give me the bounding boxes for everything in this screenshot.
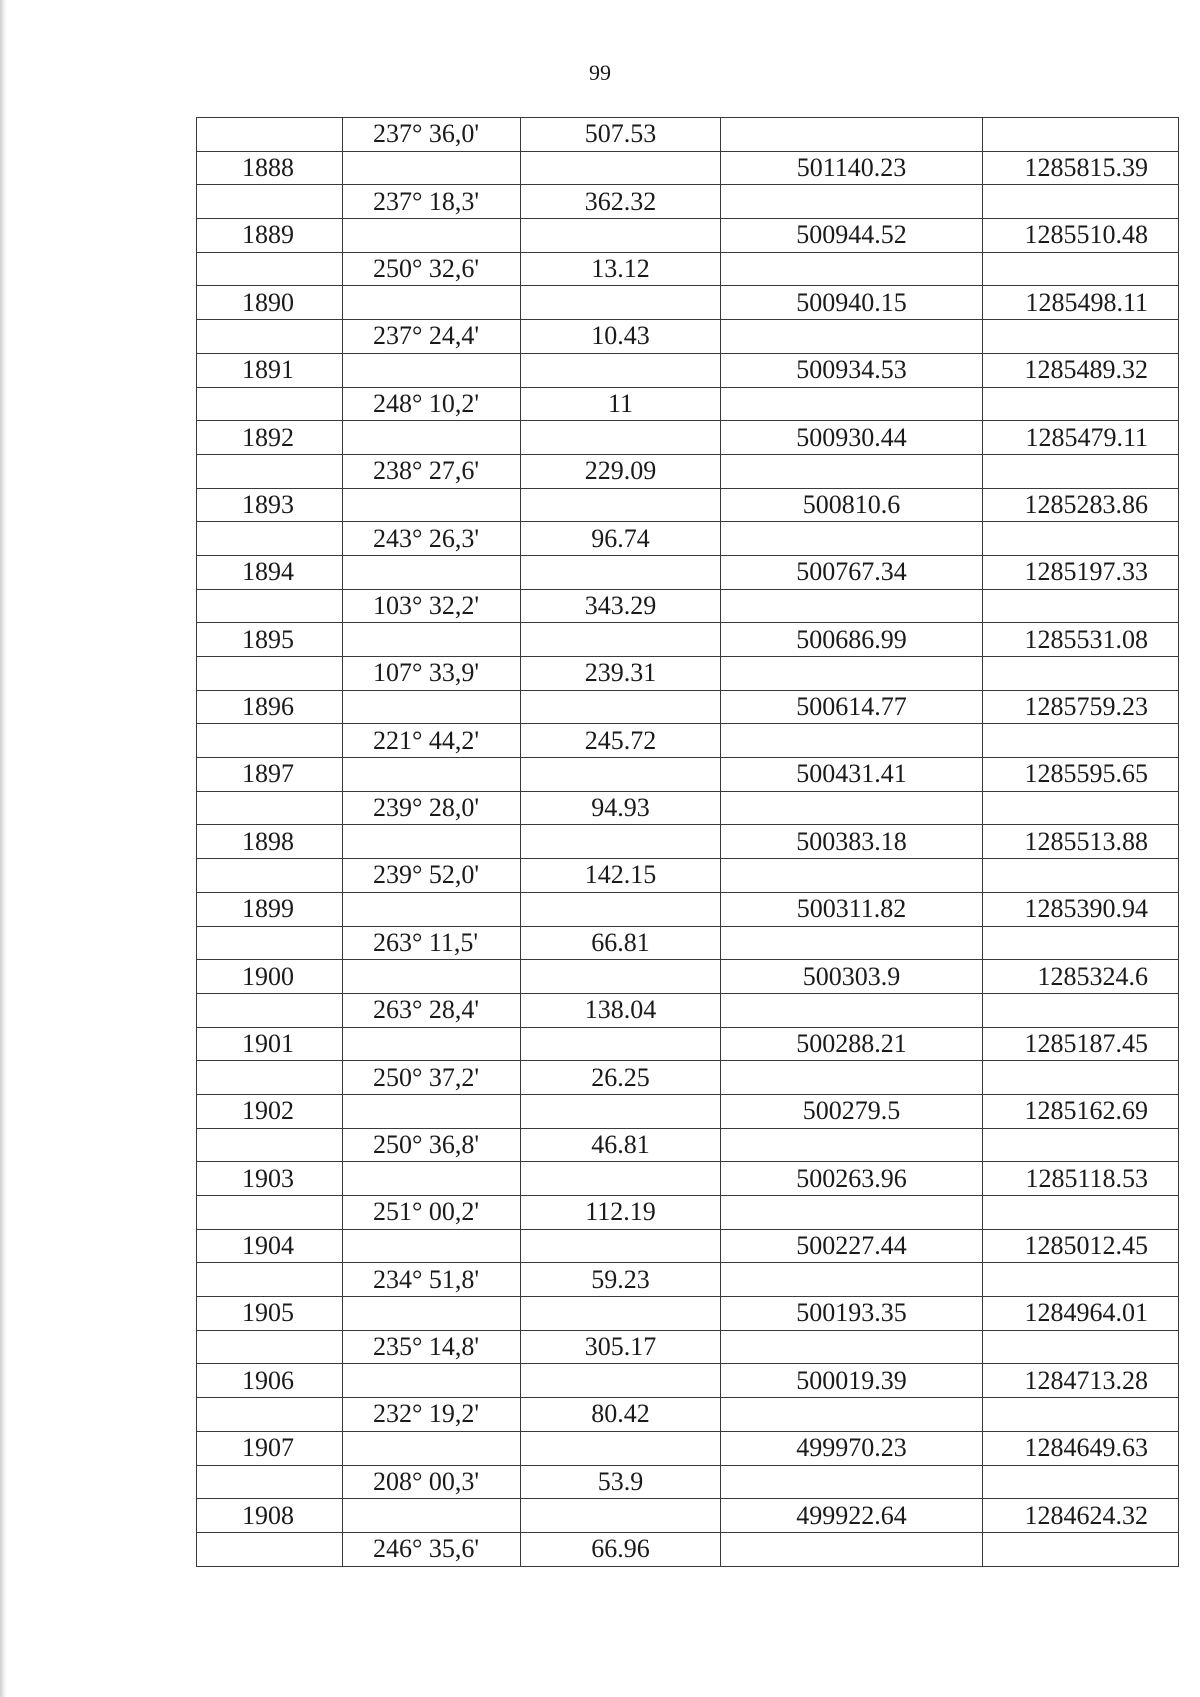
- table-row: [197, 859, 1179, 893]
- point-cell: 1895: [197, 623, 343, 657]
- x-coordinate-cell: 500944.52: [721, 219, 983, 253]
- y-coordinate-cell: [983, 454, 1179, 488]
- x-coordinate-cell: [721, 387, 983, 421]
- y-coordinate-cell: [983, 185, 1179, 219]
- angle-cell: [343, 825, 521, 859]
- distance-cell: 362.32: [521, 185, 721, 219]
- coordinates-table: [196, 117, 1179, 1567]
- point-cell: 1893: [197, 488, 343, 522]
- y-coordinate-cell: [983, 791, 1179, 825]
- angle-cell: [343, 555, 521, 589]
- point-cell: 1905: [197, 1297, 343, 1331]
- distance-cell: 343.29: [521, 589, 721, 623]
- table-row: [197, 1499, 1179, 1533]
- point-cell: 1890: [197, 286, 343, 320]
- y-coordinate-cell: 1285197.33: [983, 555, 1179, 589]
- distance-cell: 507.53: [521, 118, 721, 152]
- distance-cell: 80.42: [521, 1398, 721, 1432]
- y-coordinate-cell: 1284624.32: [983, 1499, 1179, 1533]
- x-coordinate-cell: 499922.64: [721, 1499, 983, 1533]
- point-cell: [197, 1196, 343, 1230]
- angle-cell: 232° 19,2': [343, 1398, 521, 1432]
- y-coordinate-cell: 1285531.08: [983, 623, 1179, 657]
- angle-cell: [343, 1162, 521, 1196]
- table-row: [197, 657, 1179, 691]
- angle-cell: 237° 18,3': [343, 185, 521, 219]
- angle-cell: [343, 488, 521, 522]
- distance-cell: [521, 151, 721, 185]
- table-row: [197, 1330, 1179, 1364]
- angle-cell: [343, 353, 521, 387]
- point-cell: [197, 791, 343, 825]
- x-coordinate-cell: [721, 320, 983, 354]
- y-coordinate-cell: 1284964.01: [983, 1297, 1179, 1331]
- distance-cell: 26.25: [521, 1061, 721, 1095]
- point-cell: [197, 1330, 343, 1364]
- table-row: [197, 219, 1179, 253]
- y-coordinate-cell: 1285595.65: [983, 758, 1179, 792]
- distance-cell: [521, 488, 721, 522]
- distance-cell: 66.81: [521, 926, 721, 960]
- x-coordinate-cell: [721, 589, 983, 623]
- point-cell: 1906: [197, 1364, 343, 1398]
- table-row: [197, 1196, 1179, 1230]
- table-row: [197, 1465, 1179, 1499]
- y-coordinate-cell: [983, 724, 1179, 758]
- angle-cell: 103° 32,2': [343, 589, 521, 623]
- distance-cell: 13.12: [521, 252, 721, 286]
- point-cell: 1900: [197, 960, 343, 994]
- y-coordinate-cell: 1285390.94: [983, 892, 1179, 926]
- x-coordinate-cell: [721, 657, 983, 691]
- angle-cell: [343, 892, 521, 926]
- x-coordinate-cell: 500940.15: [721, 286, 983, 320]
- table-row: [197, 1297, 1179, 1331]
- point-cell: 1891: [197, 353, 343, 387]
- table-row: [197, 353, 1179, 387]
- y-coordinate-cell: 1285162.69: [983, 1094, 1179, 1128]
- y-coordinate-cell: 1285012.45: [983, 1229, 1179, 1263]
- y-coordinate-cell: 1285815.39: [983, 151, 1179, 185]
- distance-cell: 53.9: [521, 1465, 721, 1499]
- table-row: [197, 1229, 1179, 1263]
- x-coordinate-cell: [721, 791, 983, 825]
- point-cell: 1901: [197, 1027, 343, 1061]
- distance-cell: 142.15: [521, 859, 721, 893]
- angle-cell: 243° 26,3': [343, 522, 521, 556]
- x-coordinate-cell: [721, 522, 983, 556]
- angle-cell: [343, 960, 521, 994]
- angle-cell: [343, 1297, 521, 1331]
- distance-cell: [521, 690, 721, 724]
- angle-cell: 248° 10,2': [343, 387, 521, 421]
- y-coordinate-cell: 1285187.45: [983, 1027, 1179, 1061]
- x-coordinate-cell: 500019.39: [721, 1364, 983, 1398]
- x-coordinate-cell: 500431.41: [721, 758, 983, 792]
- table-row: [197, 1263, 1179, 1297]
- distance-cell: [521, 555, 721, 589]
- x-coordinate-cell: [721, 454, 983, 488]
- x-coordinate-cell: [721, 252, 983, 286]
- angle-cell: 238° 27,6': [343, 454, 521, 488]
- x-coordinate-cell: 500767.34: [721, 555, 983, 589]
- table-row: [197, 791, 1179, 825]
- distance-cell: 59.23: [521, 1263, 721, 1297]
- distance-cell: [521, 960, 721, 994]
- point-cell: [197, 1532, 343, 1566]
- table-row: [197, 589, 1179, 623]
- angle-cell: 251° 00,2': [343, 1196, 521, 1230]
- table-row: [197, 555, 1179, 589]
- x-coordinate-cell: [721, 1196, 983, 1230]
- y-coordinate-cell: [983, 252, 1179, 286]
- x-coordinate-cell: [721, 1128, 983, 1162]
- y-coordinate-cell: [983, 1061, 1179, 1095]
- point-cell: [197, 993, 343, 1027]
- x-coordinate-cell: 500311.82: [721, 892, 983, 926]
- table-row: [197, 421, 1179, 455]
- distance-cell: 229.09: [521, 454, 721, 488]
- x-coordinate-cell: [721, 1532, 983, 1566]
- y-coordinate-cell: 1285118.53: [983, 1162, 1179, 1196]
- y-coordinate-cell: [983, 589, 1179, 623]
- y-coordinate-cell: [983, 1263, 1179, 1297]
- x-coordinate-cell: 500193.35: [721, 1297, 983, 1331]
- y-coordinate-cell: 1285489.32: [983, 353, 1179, 387]
- point-cell: [197, 1465, 343, 1499]
- table-row: [197, 1398, 1179, 1432]
- angle-cell: 235° 14,8': [343, 1330, 521, 1364]
- x-coordinate-cell: [721, 724, 983, 758]
- point-cell: [197, 118, 343, 152]
- distance-cell: [521, 758, 721, 792]
- table-row: [197, 1532, 1179, 1566]
- point-cell: [197, 252, 343, 286]
- x-coordinate-cell: 500930.44: [721, 421, 983, 455]
- angle-cell: 221° 44,2': [343, 724, 521, 758]
- angle-cell: [343, 421, 521, 455]
- y-coordinate-cell: [983, 118, 1179, 152]
- point-cell: [197, 1128, 343, 1162]
- angle-cell: 239° 52,0': [343, 859, 521, 893]
- y-coordinate-cell: [983, 1398, 1179, 1432]
- table-row: [197, 320, 1179, 354]
- table-row: [197, 623, 1179, 657]
- x-coordinate-cell: [721, 185, 983, 219]
- x-coordinate-cell: [721, 859, 983, 893]
- distance-cell: [521, 623, 721, 657]
- angle-cell: [343, 1027, 521, 1061]
- point-cell: 1894: [197, 555, 343, 589]
- x-coordinate-cell: [721, 926, 983, 960]
- distance-cell: 96.74: [521, 522, 721, 556]
- table-row: [197, 690, 1179, 724]
- point-cell: [197, 1398, 343, 1432]
- point-cell: 1907: [197, 1431, 343, 1465]
- table-row: [197, 926, 1179, 960]
- table-row: [197, 1364, 1179, 1398]
- table-row: [197, 118, 1179, 152]
- point-cell: [197, 589, 343, 623]
- table-row: [197, 825, 1179, 859]
- angle-cell: [343, 1499, 521, 1533]
- distance-cell: 66.96: [521, 1532, 721, 1566]
- table-body: [197, 118, 1179, 1567]
- point-cell: 1896: [197, 690, 343, 724]
- distance-cell: 138.04: [521, 993, 721, 1027]
- point-cell: 1903: [197, 1162, 343, 1196]
- point-cell: 1888: [197, 151, 343, 185]
- x-coordinate-cell: 499970.23: [721, 1431, 983, 1465]
- distance-cell: [521, 353, 721, 387]
- x-coordinate-cell: [721, 1465, 983, 1499]
- angle-cell: 250° 32,6': [343, 252, 521, 286]
- distance-cell: [521, 1364, 721, 1398]
- distance-cell: 46.81: [521, 1128, 721, 1162]
- angle-cell: [343, 1364, 521, 1398]
- angle-cell: [343, 219, 521, 253]
- y-coordinate-cell: 1284649.63: [983, 1431, 1179, 1465]
- y-coordinate-cell: 1285759.23: [983, 690, 1179, 724]
- angle-cell: [343, 151, 521, 185]
- x-coordinate-cell: [721, 993, 983, 1027]
- angle-cell: [343, 758, 521, 792]
- point-cell: [197, 522, 343, 556]
- y-coordinate-cell: [983, 1196, 1179, 1230]
- distance-cell: 112.19: [521, 1196, 721, 1230]
- table-row: [197, 522, 1179, 556]
- point-cell: 1899: [197, 892, 343, 926]
- x-coordinate-cell: 500263.96: [721, 1162, 983, 1196]
- distance-cell: [521, 1229, 721, 1263]
- x-coordinate-cell: 500279.5: [721, 1094, 983, 1128]
- angle-cell: [343, 1229, 521, 1263]
- y-coordinate-cell: [983, 1465, 1179, 1499]
- y-coordinate-cell: 1285283.86: [983, 488, 1179, 522]
- angle-cell: 237° 24,4': [343, 320, 521, 354]
- angle-cell: 237° 36,0': [343, 118, 521, 152]
- y-coordinate-cell: [983, 993, 1179, 1027]
- table-row: [197, 993, 1179, 1027]
- y-coordinate-cell: [983, 387, 1179, 421]
- distance-cell: 11: [521, 387, 721, 421]
- point-cell: 1898: [197, 825, 343, 859]
- table-row: [197, 286, 1179, 320]
- distance-cell: [521, 219, 721, 253]
- angle-cell: 234° 51,8': [343, 1263, 521, 1297]
- y-coordinate-cell: 1285479.11: [983, 421, 1179, 455]
- point-cell: 1889: [197, 219, 343, 253]
- point-cell: [197, 724, 343, 758]
- table-row: [197, 488, 1179, 522]
- scan-edge-shadow: [0, 0, 7, 1697]
- x-coordinate-cell: [721, 1330, 983, 1364]
- y-coordinate-cell: [983, 1330, 1179, 1364]
- distance-cell: [521, 1162, 721, 1196]
- point-cell: [197, 1061, 343, 1095]
- distance-cell: 239.31: [521, 657, 721, 691]
- y-coordinate-cell: 1285324.6: [983, 960, 1179, 994]
- y-coordinate-cell: [983, 1128, 1179, 1162]
- table-row: [197, 758, 1179, 792]
- distance-cell: 305.17: [521, 1330, 721, 1364]
- angle-cell: 250° 37,2': [343, 1061, 521, 1095]
- y-coordinate-cell: [983, 657, 1179, 691]
- angle-cell: [343, 1431, 521, 1465]
- table-row: [197, 1162, 1179, 1196]
- angle-cell: 263° 28,4': [343, 993, 521, 1027]
- table-row: [197, 892, 1179, 926]
- point-cell: [197, 1263, 343, 1297]
- x-coordinate-cell: 500227.44: [721, 1229, 983, 1263]
- y-coordinate-cell: 1285498.11: [983, 286, 1179, 320]
- point-cell: 1897: [197, 758, 343, 792]
- table-row: [197, 387, 1179, 421]
- table-row: [197, 185, 1179, 219]
- x-coordinate-cell: [721, 118, 983, 152]
- point-cell: 1892: [197, 421, 343, 455]
- table-row: [197, 724, 1179, 758]
- distance-cell: [521, 1027, 721, 1061]
- point-cell: [197, 320, 343, 354]
- y-coordinate-cell: 1285513.88: [983, 825, 1179, 859]
- x-coordinate-cell: 500303.9: [721, 960, 983, 994]
- x-coordinate-cell: [721, 1061, 983, 1095]
- angle-cell: 239° 28,0': [343, 791, 521, 825]
- point-cell: [197, 185, 343, 219]
- x-coordinate-cell: [721, 1398, 983, 1432]
- point-cell: 1904: [197, 1229, 343, 1263]
- y-coordinate-cell: [983, 926, 1179, 960]
- angle-cell: [343, 1094, 521, 1128]
- x-coordinate-cell: 501140.23: [721, 151, 983, 185]
- point-cell: [197, 859, 343, 893]
- table-row: [197, 960, 1179, 994]
- x-coordinate-cell: 500810.6: [721, 488, 983, 522]
- angle-cell: 246° 35,6': [343, 1532, 521, 1566]
- x-coordinate-cell: 500288.21: [721, 1027, 983, 1061]
- table-row: [197, 1027, 1179, 1061]
- point-cell: 1908: [197, 1499, 343, 1533]
- distance-cell: [521, 1499, 721, 1533]
- y-coordinate-cell: [983, 859, 1179, 893]
- y-coordinate-cell: [983, 320, 1179, 354]
- y-coordinate-cell: 1284713.28: [983, 1364, 1179, 1398]
- x-coordinate-cell: 500686.99: [721, 623, 983, 657]
- point-cell: [197, 926, 343, 960]
- distance-cell: 245.72: [521, 724, 721, 758]
- distance-cell: 10.43: [521, 320, 721, 354]
- y-coordinate-cell: [983, 522, 1179, 556]
- x-coordinate-cell: 500934.53: [721, 353, 983, 387]
- angle-cell: 107° 33,9': [343, 657, 521, 691]
- angle-cell: [343, 690, 521, 724]
- angle-cell: 208° 00,3': [343, 1465, 521, 1499]
- y-coordinate-cell: [983, 1532, 1179, 1566]
- table-row: [197, 252, 1179, 286]
- y-coordinate-cell: 1285510.48: [983, 219, 1179, 253]
- table-row: [197, 151, 1179, 185]
- angle-cell: [343, 623, 521, 657]
- distance-cell: [521, 421, 721, 455]
- point-cell: [197, 387, 343, 421]
- distance-cell: [521, 1297, 721, 1331]
- angle-cell: 250° 36,8': [343, 1128, 521, 1162]
- distance-cell: [521, 1431, 721, 1465]
- distance-cell: [521, 1094, 721, 1128]
- angle-cell: [343, 286, 521, 320]
- table-row: [197, 1431, 1179, 1465]
- distance-cell: [521, 892, 721, 926]
- point-cell: [197, 454, 343, 488]
- distance-cell: [521, 825, 721, 859]
- distance-cell: 94.93: [521, 791, 721, 825]
- table-row: [197, 1094, 1179, 1128]
- page-number: 99: [589, 60, 611, 85]
- x-coordinate-cell: 500614.77: [721, 690, 983, 724]
- x-coordinate-cell: [721, 1263, 983, 1297]
- table-row: [197, 1061, 1179, 1095]
- x-coordinate-cell: 500383.18: [721, 825, 983, 859]
- angle-cell: 263° 11,5': [343, 926, 521, 960]
- point-cell: [197, 657, 343, 691]
- table-row: [197, 454, 1179, 488]
- table-row: [197, 1128, 1179, 1162]
- distance-cell: [521, 286, 721, 320]
- point-cell: 1902: [197, 1094, 343, 1128]
